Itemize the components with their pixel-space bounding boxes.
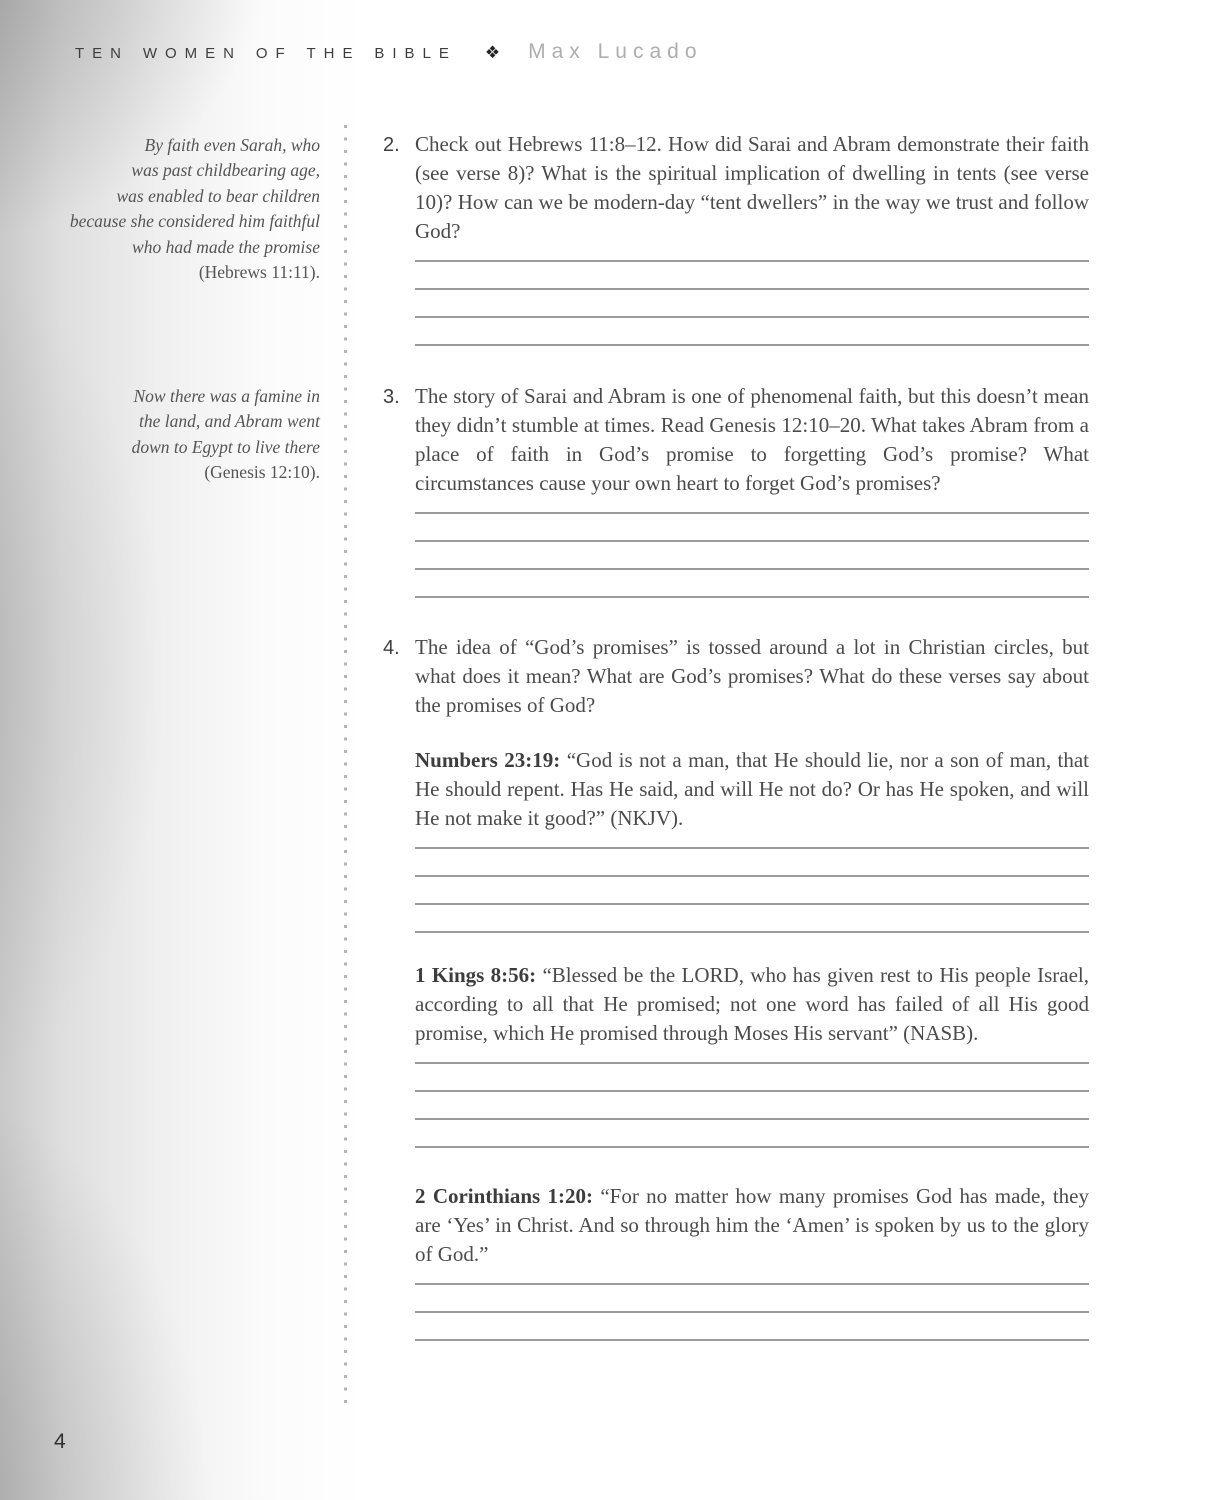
answer-lines-kings — [415, 1036, 1089, 1148]
question-4 — [383, 633, 1089, 720]
passage-reference: Numbers 23:19: — [415, 748, 561, 772]
main-content — [383, 130, 1089, 1341]
page-number: 4 — [54, 1430, 66, 1453]
question-text: The idea of “God’s promises” is tossed around a lot in Christian circles, but what does it mean? What are God’s promises? What do these verses say about the promises of God? — [415, 635, 1089, 717]
passage-reference: 1 Kings 8:56: — [415, 963, 537, 987]
passage-numbers — [415, 746, 1089, 833]
passage-reference: 2 Corinthians 1:20: — [415, 1184, 593, 1208]
answer-line — [415, 318, 1089, 346]
answer-line — [415, 905, 1089, 933]
margin-quote-hebrews — [40, 133, 320, 285]
margin-quote-line: down to Egypt to live there — [131, 436, 320, 457]
answer-line — [415, 849, 1089, 877]
margin-quote-line: because she considered him faithful — [69, 211, 320, 232]
dotted-separator — [344, 125, 347, 1409]
passage-kings — [415, 961, 1089, 1048]
question-text: Check out Hebrews 11:8–12. How did Sarai and Abram demonstrate their faith (see verse 8)? What is the spiritual implication of dwelling in tents (see verse 10)? How can we be modern-day “tent dwellers” in the way we trust and follow God? — [415, 132, 1089, 243]
page-header — [75, 40, 703, 64]
answer-line — [415, 514, 1089, 542]
question-3 — [383, 382, 1089, 498]
question-number: 2. — [383, 134, 400, 156]
question-number: 3. — [383, 386, 400, 408]
answer-lines-q2 — [415, 234, 1089, 346]
answer-line — [415, 570, 1089, 598]
passage-text: “Blessed be the LORD, who has given rest to His people Israel, according to all that He promised; not one word has failed of all His good promise, which He promised through Moses His servant” (NASB). — [415, 963, 1090, 1045]
answer-line — [415, 290, 1089, 318]
margin-quote-line: By faith even Sarah, who — [144, 135, 320, 155]
passage-text: “For no matter how many promises God has made, they are ‘Yes’ in Christ. And so through him the ‘Amen’ is spoken by us to the glory of God.” — [415, 1184, 1089, 1266]
margin-quote-line: Now there was a famine in — [133, 386, 320, 406]
question-2 — [383, 130, 1089, 246]
answer-line — [415, 877, 1089, 905]
margin-quote-reference: (Hebrews 11:11). — [198, 262, 320, 283]
answer-line — [415, 1092, 1089, 1120]
answer-lines-corinthians — [415, 1257, 1089, 1341]
answer-line — [415, 1064, 1089, 1092]
margin-quote-reference: (Genesis 12:10). — [204, 462, 320, 483]
answer-lines-numbers — [415, 821, 1089, 933]
answer-line — [415, 262, 1089, 290]
passage-corinthians — [415, 1182, 1089, 1269]
margin-quote-line: was past childbearing age, — [131, 160, 320, 181]
author-name: Max Lucado — [528, 40, 703, 63]
question-number: 4. — [383, 637, 400, 659]
answer-line — [415, 1257, 1089, 1285]
answer-line — [415, 1120, 1089, 1148]
four-diamond-icon: ❖ — [484, 43, 501, 62]
margin-quote-line: was enabled to bear children — [116, 185, 320, 206]
book-title: ten women of the bible — [75, 40, 457, 63]
margin-quote-line: who had made the promise — [132, 236, 320, 257]
margin-quote-genesis — [40, 384, 320, 486]
answer-line — [415, 542, 1089, 570]
margin-quote-line: the land, and Abram went — [139, 411, 320, 432]
answer-lines-q3 — [415, 486, 1089, 598]
question-text: The story of Sarai and Abram is one of phenomenal faith, but this doesn’t mean they didn’t stumble at times. Read Genesis 12:10–20. What takes Abram from a place of faith in God’s promise to forgetting God’s promise? What circumstances cause your own heart to forget God’s promises? — [415, 384, 1089, 495]
answer-line — [415, 1313, 1089, 1341]
passage-text: “God is not a man, that He should lie, nor a son of man, that He should repent. Has He said, and will He not do? Or has He spoken, and will He not make it good?” (NKJV). — [415, 748, 1090, 830]
answer-line — [415, 1285, 1089, 1313]
